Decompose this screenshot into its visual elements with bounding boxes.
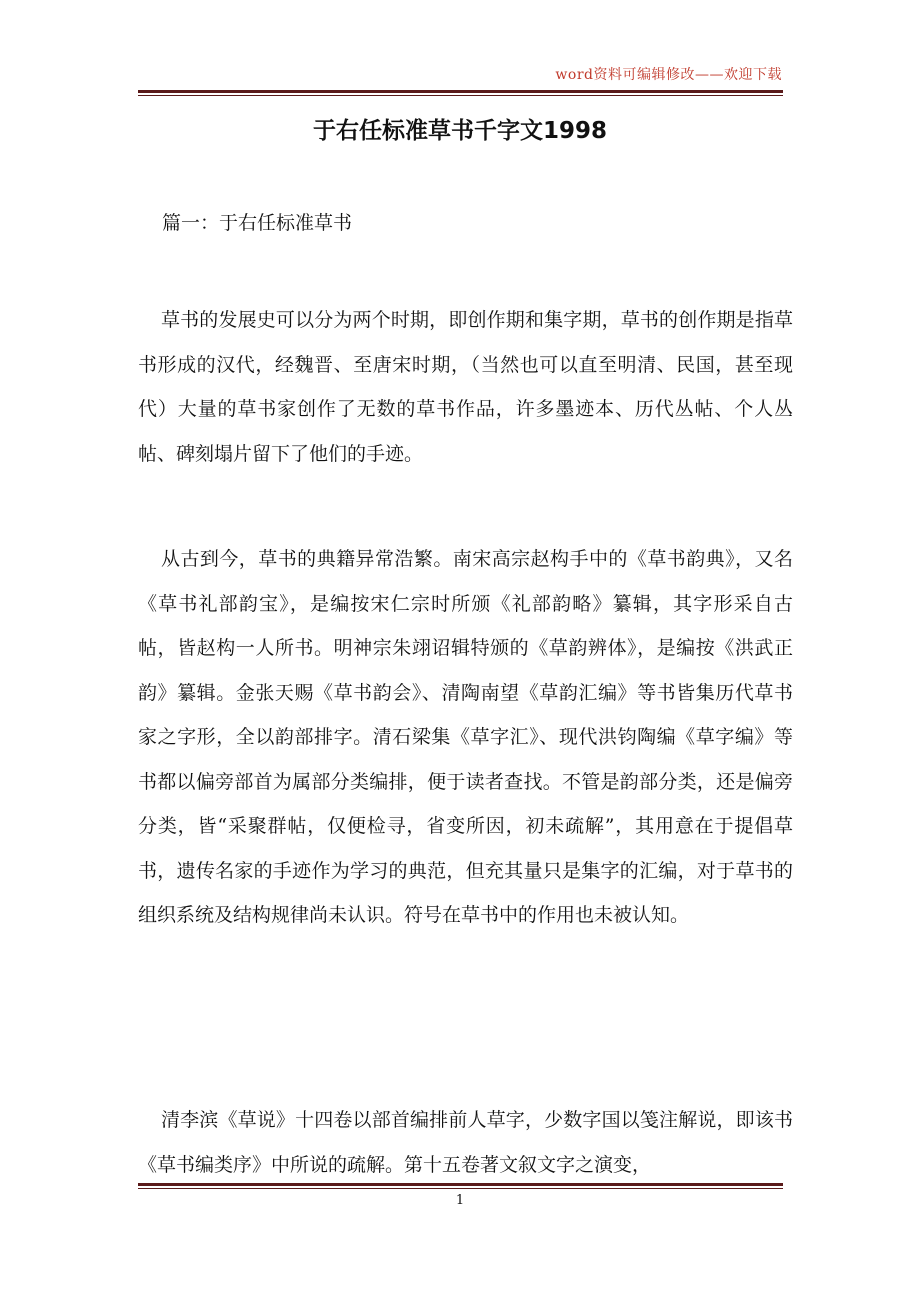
page-number: 1 [455,1193,465,1208]
header-rule [138,90,783,96]
paragraph-3: 清李滨《草说》十四卷以部首编排前人草字，少数字国以笺注解说，即该书《草书编类序》中所说的疏解。第十五卷著文叙文字之演变， [138,1109,793,1176]
footer-rule [138,1183,783,1189]
paragraph-1: 草书的发展史可以分为两个时期，即创作期和集字期，草书的创作期是指草书形成的汉代，经魏晋、至唐宋时期，（当然也可以直至明清、民国，甚至现代）大量的草书家创作了无数的草书作品，许多墨迹本、历代丛帖、个人丛帖、碑刻塌片留下了他们的手迹。 [138,309,793,465]
section-heading: 篇一：于右任标准草书 [162,212,353,234]
paragraph-2: 从古到今，草书的典籍异常浩繁。南宋高宗赵构手中的《草书韵典》，又名《草书礼部韵宝》，是编按宋仁宗时所颁《礼部韵略》纂辑，其字形采自古帖，皆赵构一人所书。明神宗朱翊诏辑特颁的《草韵辨体》，是编按《洪武正韵》纂辑。金张天赐《草书韵会》、清陶南望《草韵汇编》等书皆集历代草书家之字形，全以韵部排字。清石梁集《草字汇》、现代洪钧陶编《草字编》等书都以偏旁部首为属部分类编排，便于读者查找。不管是韵部分类，还是偏旁分类，皆“采聚群帖，仅便检寻，省变所因，初未疏解”，其用意在于提倡草书，遗传名家的手迹作为学习的典范，但充其量只是集字的汇编，对于草书的组织系统及结构规律尚未认识。符号在草书中的作用也未被认知。 [138,548,793,926]
header-note: word资料可编辑修改——欢迎下载 [555,67,782,83]
document-title: 于右任标准草书千字文1998 [312,118,607,144]
